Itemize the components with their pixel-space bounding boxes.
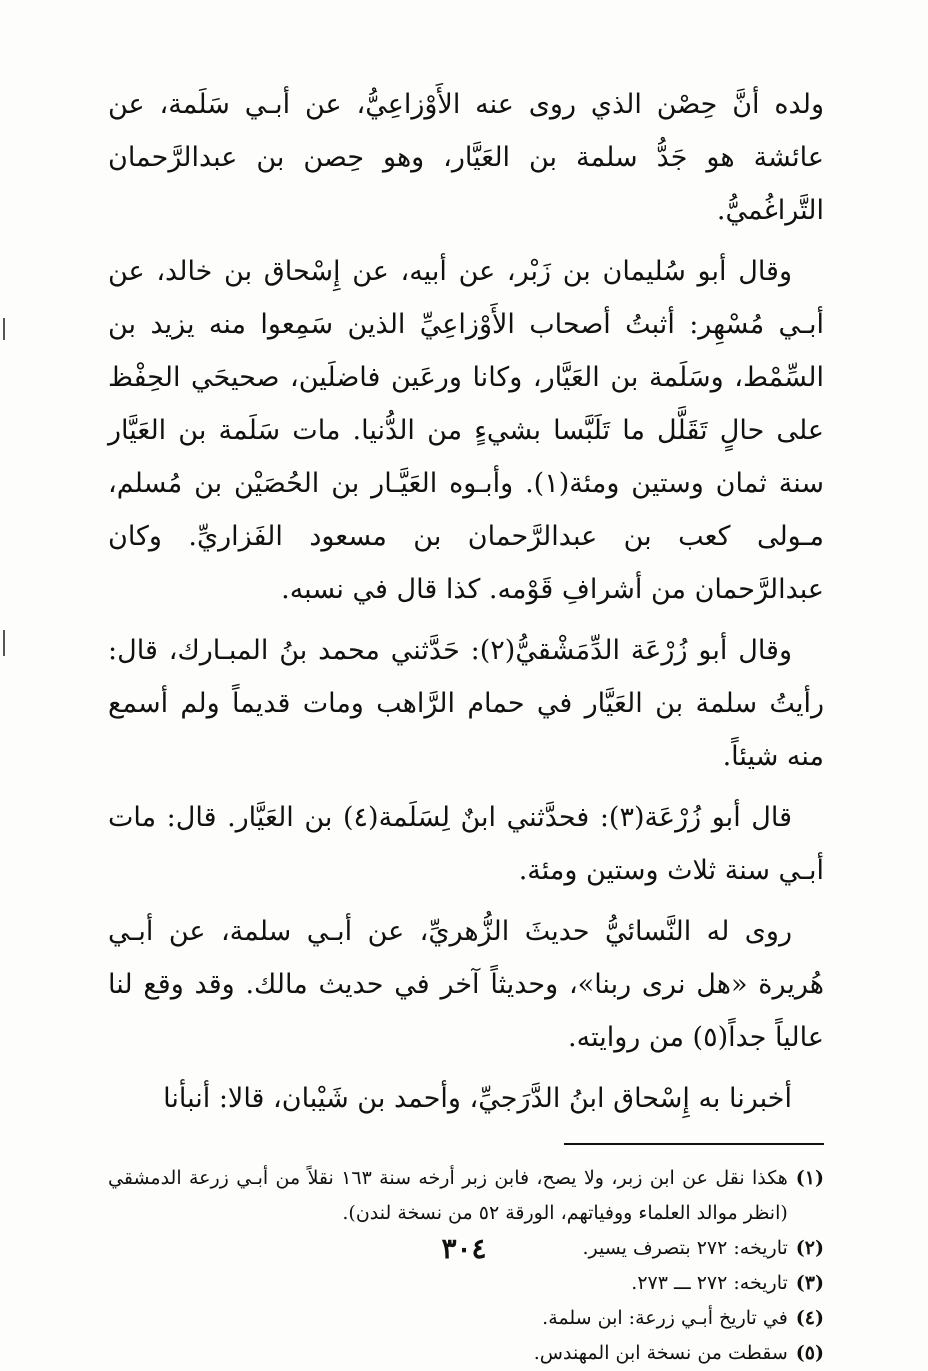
footnote xyxy=(108,1266,824,1301)
footnote xyxy=(108,1161,824,1231)
main-text xyxy=(108,78,824,1125)
paragraph: وقال أبو سُليمان بن زَبْر، عن أبيه، عن إِسْحاق بن خالد، عن أبـي مُسْهِر: أثبتُ أصحاب الأَوْزاعِيِّ الذين سَمِعوا منه يزيد بن السِّمْط، وسَلَمة بن العَيَّار، وكانا ورعَين فاضلَين، صحيحَي الحِفْظ على حالٍ تَقَلَّل ما تَلَبَّسا بشيءٍ من الدُّنيا. مات سَلَمة بن العَيَّار سنة ثمان وستين ومئة(١). وأبـوه العَيَّـار بن الحُصَيْن بن مُسلم، مـولى كعب بن عبدالرَّحمان بن مسعود الفَزاريِّ. وكان عبدالرَّحمان من أشرافِ قَوْمه. كذا قال في نسبه. xyxy=(108,256,824,605)
footnote-text: تاريخه: ٢٧٢ ـــ ٢٧٣. xyxy=(631,1272,788,1294)
footnote xyxy=(108,1336,824,1371)
footnote-number: (٤) xyxy=(795,1307,824,1329)
footnote-text: تاريخه: ٢٧٢ بتصرف يسير. xyxy=(582,1237,788,1259)
footnote-number: (١) xyxy=(795,1167,824,1189)
scan-edge-mark xyxy=(3,630,5,656)
paragraph: قال أبو زُرْعَة(٣): فحدَّثني ابنٌ لِسَلَمة(٤) بن العَيَّار. قال: مات أبـي سنة ثلاث وستين ومئة. xyxy=(108,802,824,886)
scan-edge-mark xyxy=(3,318,5,340)
footnote-number: (٣) xyxy=(795,1272,824,1294)
paragraph: وقال أبو زُرْعَة الدِّمَشْقيُّ(٢): حَدَّثني محمد بنُ المبـارك، قال: رأيتُ سلمة بن العَيَّار في حمام الرَّاهب ومات قديماً ولم أسمع منه شيئاً. xyxy=(108,635,824,772)
paragraph: ولده أنَّ حِصْن الذي روى عنه الأَوْزاعِيُّ، عن أبـي سَلَمة، عن عائشة هو جَدُّ سلمة بن العَيَّار، وهو حِصن بن عبدالرَّحمان التَّراغُميُّ. xyxy=(108,89,824,226)
paragraph: روى له النَّسائيُّ حديثَ الزُّهريِّ، عن أبـي سلمة، عن أبـي هُريرة «هل نرى ربنا»، وحديثاً آخر في حديث مالك. وقد وقع لنا عالياً جداً(٥) من روايته. xyxy=(108,916,824,1053)
footnote-divider xyxy=(564,1143,824,1145)
footnote-text: سقطت من نسخة ابن المهندس. xyxy=(533,1342,788,1364)
footnote-text: هكذا نقل عن ابن زبر، ولا يصح، فابن زبر أرخه سنة ١٦٣ نقلاً من أبـي زرعة الدمشقي (انظر موالد العلماء ووفياتهم، الورقة ٥٢ من نسخة لندن). xyxy=(108,1167,788,1224)
footnote-number: (٢) xyxy=(795,1237,824,1259)
footnotes xyxy=(108,1161,824,1371)
footnote-text: في تاريخ أبـي زرعة: ابن سلمة. xyxy=(542,1307,788,1329)
page-number: ٣٠٤ xyxy=(441,1232,487,1265)
paragraph: أخبرنا به إِسْحاق ابنُ الدَّرَجيِّ، وأحمد بن شَيْبان، قالا: أنبأنا xyxy=(163,1083,792,1114)
footnote xyxy=(108,1301,824,1336)
footnote-number: (٥) xyxy=(795,1342,824,1364)
